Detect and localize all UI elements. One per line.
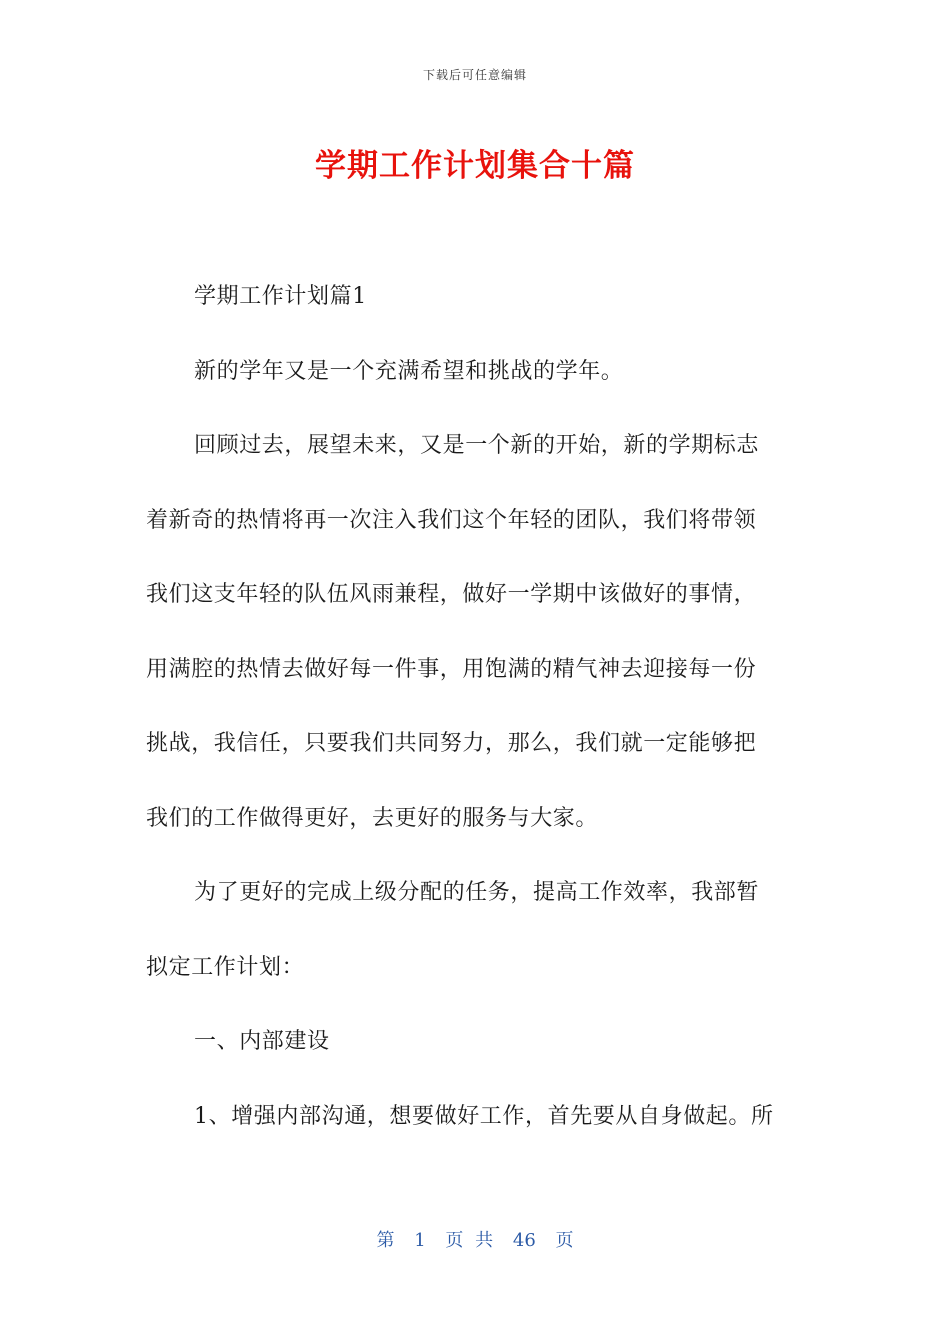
footer-prefix: 第 [376, 1230, 395, 1251]
paragraph-line: 我们的工作做得更好，去更好的服务与大家。 [146, 805, 599, 831]
paragraph-line: 回顾过去，展望未来，又是一个新的开始，新的学期标志 [194, 433, 760, 458]
footer-middle: 页 共 [445, 1230, 494, 1251]
paragraph-line: 拟定工作计划： [146, 954, 305, 980]
page-number-footer [0, 1226, 950, 1252]
document-title: 学期工作计划集合十篇 [315, 148, 635, 184]
paragraph-line: 着新奇的热情将再一次注入我们这个年轻的团队，我们将带领 [146, 507, 757, 533]
document-body [146, 272, 800, 1166]
header-note: 下载后可任意编辑 [422, 68, 527, 82]
paragraph-line: 1、增强内部沟通，想要做好工作，首先要从自身做起。所 [194, 1103, 774, 1129]
paragraph-line: 新的学年又是一个充满希望和挑战的学年。 [194, 358, 624, 384]
paragraph-line: 学期工作计划篇1 [194, 284, 367, 309]
paragraph-line: 挑战，我信任，只要我们共同努力，那么，我们就一定能够把 [146, 731, 757, 756]
paragraph-line: 一、内部建设 [194, 1029, 330, 1054]
total-page-count: 46 [512, 1230, 536, 1251]
paragraph-line: 为了更好的完成上级分配的任务，提高工作效率，我部暂 [194, 880, 760, 905]
footer-suffix: 页 [555, 1230, 574, 1251]
current-page-number: 1 [414, 1230, 426, 1251]
paragraph-line: 用满腔的热情去做好每一件事，用饱满的精气神去迎接每一份 [146, 656, 757, 682]
paragraph-line: 我们这支年轻的队伍风雨兼程，做好一学期中该做好的事情， [146, 582, 757, 607]
